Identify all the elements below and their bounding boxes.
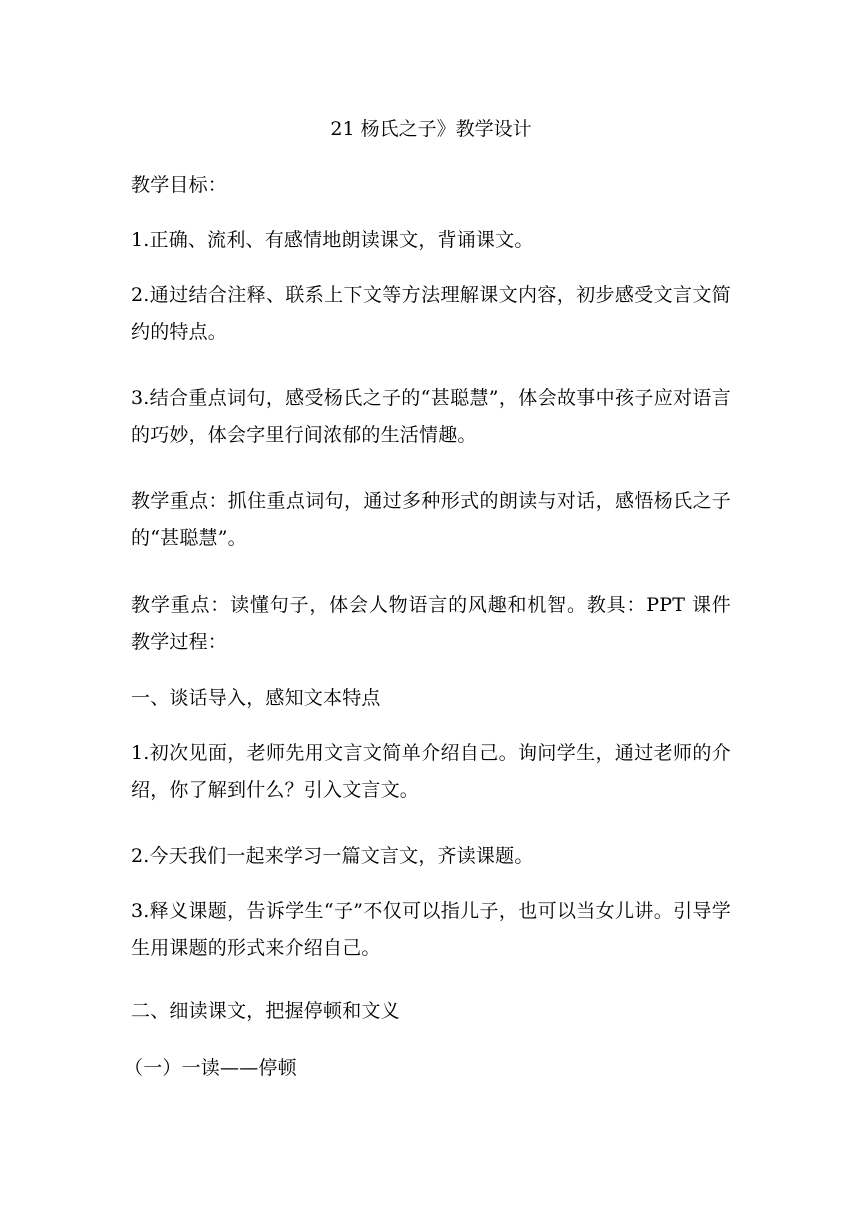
- document-title: 21 杨氏之子》教学设计: [330, 118, 532, 140]
- goal-item-2: 2.通过结合注释、联系上下文等方法理解课文内容，初步感受文言文简约的特点。: [131, 284, 731, 343]
- teaching-focus: 教学重点：抓住重点词句，通过多种形式的朗读与对话，感悟杨氏之子的“甚聪慧”。: [131, 490, 731, 549]
- introduction-step-3: 3.释义课题，告诉学生“子”不仅可以指儿子，也可以当女儿讲。引导学生用课题的形式来介绍自己。: [131, 900, 731, 959]
- section-heading-teaching-goals: 教学目标：: [131, 174, 228, 196]
- section-heading-close-reading: 二、细读课文，把握停顿和文义: [131, 1000, 400, 1022]
- introduction-step-1: 1.初次见面，老师先用文言文简单介绍自己。询问学生，通过老师的介绍，你了解到什么？引入文言文。: [131, 742, 731, 801]
- section-heading-introduction: 一、谈话导入，感知文本特点: [131, 687, 381, 709]
- goal-item-3: 3.结合重点词句，感受杨氏之子的“甚聪慧”，体会故事中孩子应对语言的巧妙，体会字里行间浓郁的生活情趣。: [131, 387, 731, 446]
- goal-item-1: 1.正确、流利、有感情地朗读课文，背诵课文。: [131, 229, 534, 251]
- teaching-difficulty-and-tools: 教学重点：读懂句子，体会人物语言的风趣和机智。教具：PPT 课件教学过程：: [131, 594, 731, 653]
- introduction-step-2: 2.今天我们一起来学习一篇文言文，齐读课题。: [131, 845, 534, 867]
- subsection-heading-first-reading: （一）一读——停顿: [124, 1057, 297, 1079]
